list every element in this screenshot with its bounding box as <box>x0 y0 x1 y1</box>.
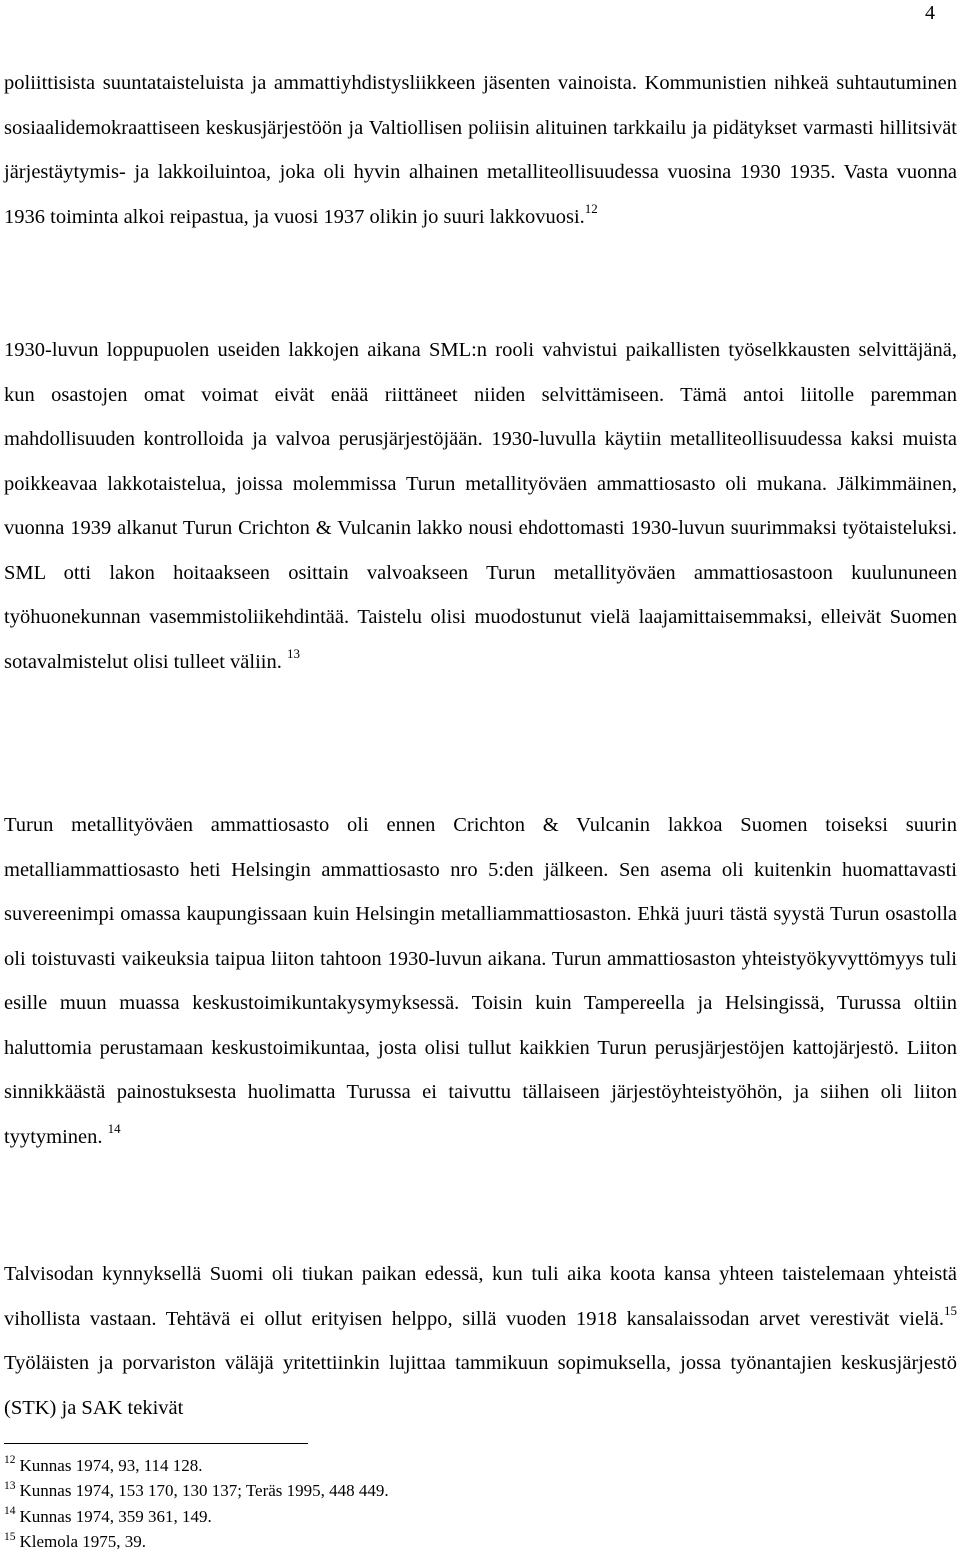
footnote-number: 15 <box>4 1530 16 1543</box>
footnote-ref: 12 <box>584 200 598 216</box>
footnote-ref: 13 <box>286 645 300 661</box>
paragraph-text: Turun metallityöväen ammattiosasto oli ennen Crichton & Vulcanin lakkoa Suomen toiseksi suurin metalliammattiosasto heti Helsingin ammattiosasto nro 5:den jälkeen. Sen asema oli kuitenkin huomattavasti suvereenimpi omassa kaupungissaan kuin Helsingin metalliammattiosaston. Ehkä juuri tästä syystä Turun osastolla oli toistuvasti vaikeuksia taipua liiton tahtoon 1930-luvun aikana. Turun ammattiosaston yhteistyökyvyttömyys tuli esille muun muassa keskustoimikuntakysymyksessä. Toisin kuin Tampereella ja Helsingissä, Turussa oltiin haluttomia perustamaan keskustoimikuntaa, josta olisi tullut kaikkien Turun perusjärjestöjen kattojärjestö. Liiton sinnikkäästä painostuksesta huolimatta Turussa ei taivuttu tällaiseen järjestöyhteistyöhön, ja siihen oli liiton tyytyminen. <box>4 814 957 1148</box>
footnote-item <box>4 1504 389 1529</box>
paragraph-4 <box>4 1252 957 1430</box>
footnote-separator <box>4 1443 308 1444</box>
footnote-text: Kunnas 1974, 359 361, 149. <box>19 1506 212 1526</box>
footnote-ref: 15 <box>944 1302 957 1318</box>
paragraph-2 <box>4 328 957 684</box>
footnote-item <box>4 1529 389 1554</box>
paragraph-3 <box>4 803 957 1159</box>
footnote-item <box>4 1478 389 1503</box>
paragraph-1 <box>4 61 957 239</box>
footnote-text: Kunnas 1974, 153 170, 130 137; Teräs 1995, 448 449. <box>19 1481 389 1501</box>
paragraph-text: Työläisten ja porvariston väläjä yritettiinkin lujittaa tammikuun sopimuksella, jossa työnantajien keskusjärjestö (STK) ja SAK tekivät <box>4 1352 957 1419</box>
footnote-text: Klemola 1975, 39. <box>19 1532 147 1552</box>
footnote-text: Kunnas 1974, 93, 114 128. <box>19 1456 203 1475</box>
footnotes <box>4 1453 389 1555</box>
footnote-ref: 14 <box>107 1120 121 1136</box>
footnote-item <box>4 1453 389 1478</box>
footnote-number: 14 <box>4 1505 16 1518</box>
paragraph-text: Talvisodan kynnyksellä Suomi oli tiukan paikan edessä, kun tuli aika koota kansa yhteen taistelemaan yhteistä vihollista vastaan. Tehtävä ei ollut erityisen helppo, sillä vuoden 1918 kansalaissodan arvet verestivät vielä. <box>4 1263 957 1330</box>
footnote-number: 12 <box>4 1454 16 1467</box>
footnote-number: 13 <box>4 1479 16 1492</box>
paragraph-text: poliittisista suuntataisteluista ja ammattiyhdistysliikkeen jäsenten vainoista. Kommunistien nihkeä suhtautuminen sosiaalidemokraattiseen keskusjärjestöön ja Valtiollisen poliisin alituinen tarkkailu ja pidätykset varmasti hillitsivät järjestäytymis- ja lakkoiluintoa, joka oli hyvin alhainen metalliteollisuudessa vuosina 1930 1935. Vasta vuonna 1936 toiminta alkoi reipastua, ja vuosi 1937 olikin jo suuri lakkovuosi. <box>4 72 957 228</box>
page-number: 4 <box>925 2 935 24</box>
paragraph-text: 1930-luvun loppupuolen useiden lakkojen aikana SML:n rooli vahvistui paikallisten työselkkausten selvittäjänä, kun osastojen omat voimat eivät enää riittäneet niiden selvittämiseen. Tämä antoi liitolle paremman mahdollisuuden kontrolloida ja valvoa perusjärjestöjään. 1930-luvulla käytiin metalliteollisuudessa kaksi muista poikkeavaa lakkotaistelua, joissa molemmissa Turun metallityöväen ammattiosasto oli mukana. Jälkimmäinen, vuonna 1939 alkanut Turun Crichton & Vulcanin lakko nousi ehdottomasti 1930-luvun suurimmaksi työtaisteluksi. SML otti lakon hoitaakseen osittain valvoakseen Turun metallityöväen ammattiosastoon kuulununeen työhuonekunnan vasemmistoliikehdintää. Taistelu olisi muodostunut vielä laajamittaisemmaksi, elleivät Suomen sotavalmistelut olisi tulleet väliin. <box>4 339 957 673</box>
